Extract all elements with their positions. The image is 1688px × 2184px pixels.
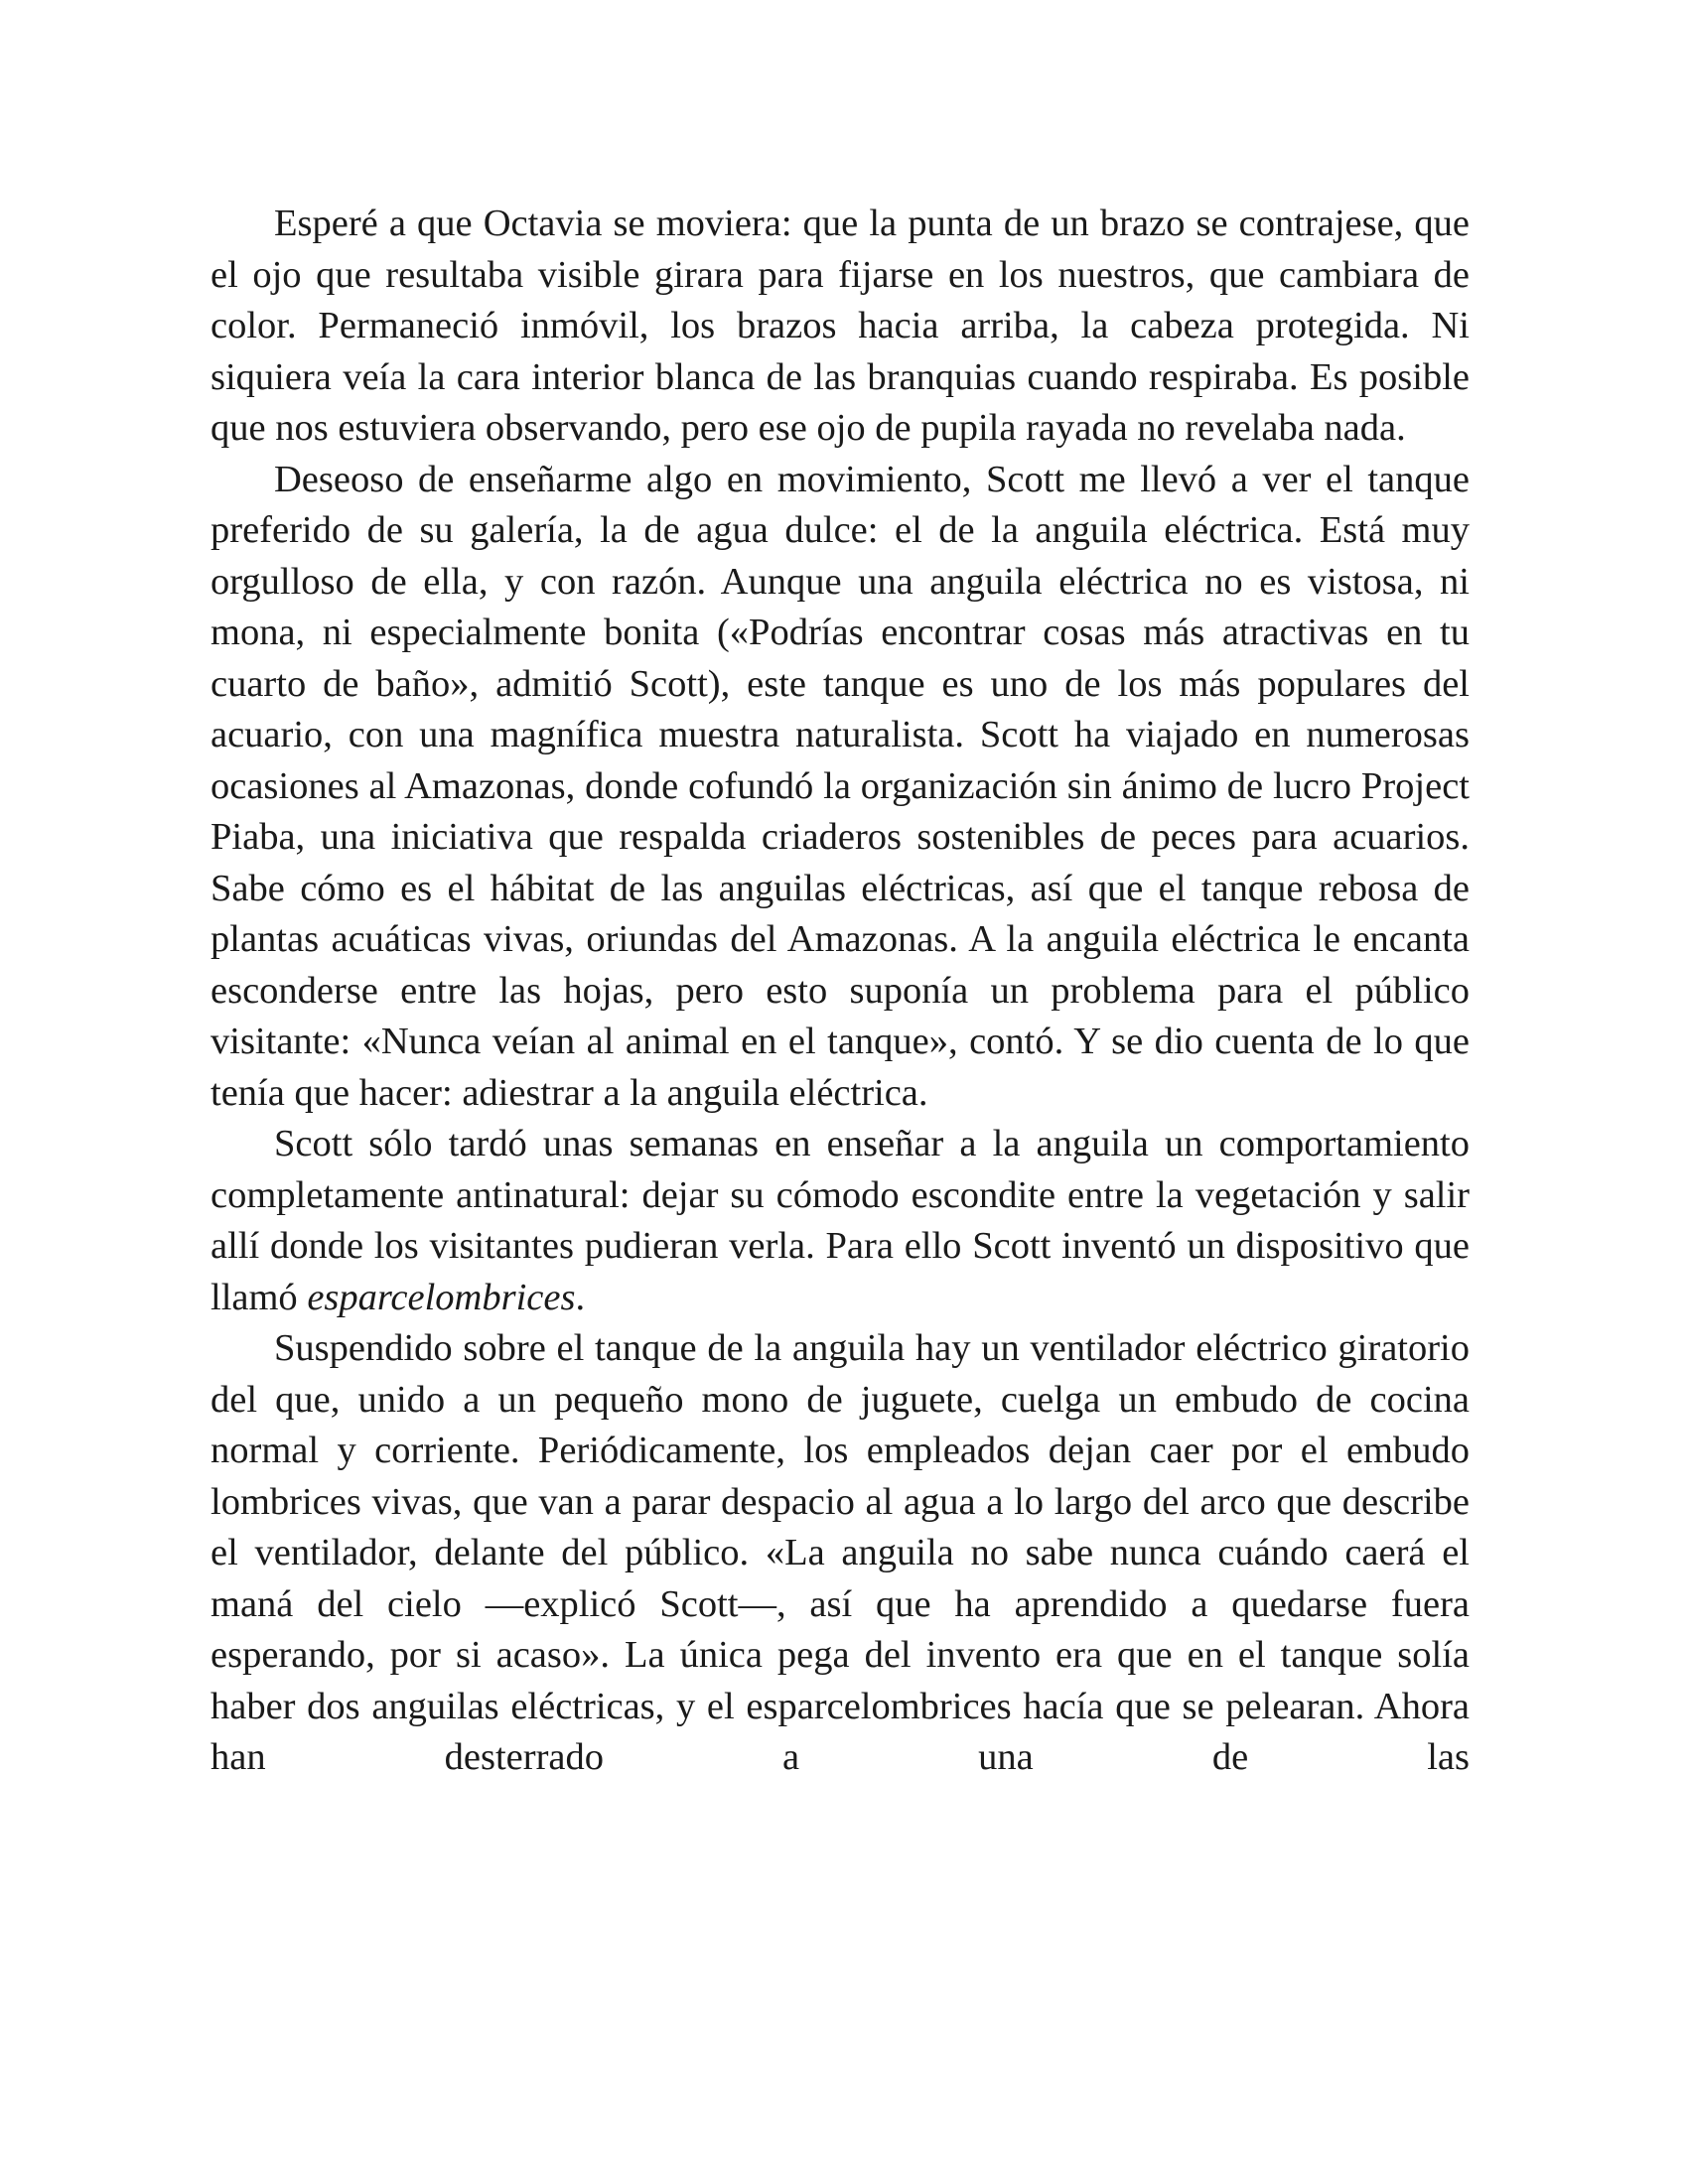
italic-term: esparcelombrices: [307, 1276, 576, 1318]
paragraph-text-end: .: [575, 1276, 586, 1318]
paragraph-training-eel: [211, 1119, 1470, 1323]
book-page: [211, 199, 1470, 1784]
paragraph-text: Scott sólo tardó unas semanas en enseñar a la anguila un comportamiento completamente antinatural: dejar su cómodo escondite entre la vegetación y salir allí donde los visitantes pudieran verla. Para ello Scott inventó un dispositivo que llamó: [211, 1123, 1470, 1318]
paragraph-worm-dispenser: Suspendido sobre el tanque de la anguila hay un ventilador eléctrico giratorio del que, unido a un pequeño mono de juguete, cuelga un embudo de cocina normal y corriente. Periódicamente, los empleados dejan caer por el embudo lombrices vivas, que van a parar despacio al agua a lo largo del arco que describe el ventilador, delante del público. «La anguila no sabe nunca cuándo caerá el maná del cielo —explicó Scott—, así que ha aprendido a quedarse fuera esperando, por si acaso». La única pega del invento era que en el tanque solía haber dos anguilas eléctricas, y el esparcelombrices hacía que se pelearan. Ahora han desterrado a una de las: [211, 1327, 1470, 1778]
paragraph-octavia: Esperé a que Octavia se moviera: que la punta de un brazo se contrajese, que el ojo que resultaba visible girara para fijarse en los nuestros, que cambiara de color. Permaneció inmóvil, los brazos hacia arriba, la cabeza protegida. Ni siquiera veía la cara interior blanca de las branquias cuando respiraba. Es posible que nos estuviera observando, pero ese ojo de pupila rayada no revelaba nada.: [211, 203, 1470, 449]
paragraph-electric-eel-tank: Deseoso de enseñarme algo en movimiento, Scott me llevó a ver el tanque preferido de su galería, la de agua dulce: el de la anguila eléctrica. Está muy orgulloso de ella, y con razón. Aunque una anguila eléctrica no es vistosa, ni mona, ni especialmente bonita («Podrías encontrar cosas más atractivas en tu cuarto de baño», admitió Scott), este tanque es uno de los más populares del acuario, con una magnífica muestra naturalista. Scott ha viajado en numerosas ocasiones al Amazonas, donde cofundó la organización sin ánimo de lucro Project Piaba, una iniciativa que respalda criaderos sostenibles de peces para acuarios. Sabe cómo es el hábitat de las anguilas eléctricas, así que el tanque rebosa de plantas acuáticas vivas, oriundas del Amazonas. A la anguila eléctrica le encanta esconderse entre las hojas, pero esto suponía un problema para el público visitante: «Nunca veían al animal en el tanque», contó. Y se dio cuenta de lo que tenía que hacer: adiestrar a la anguila eléctrica.: [211, 458, 1470, 1114]
